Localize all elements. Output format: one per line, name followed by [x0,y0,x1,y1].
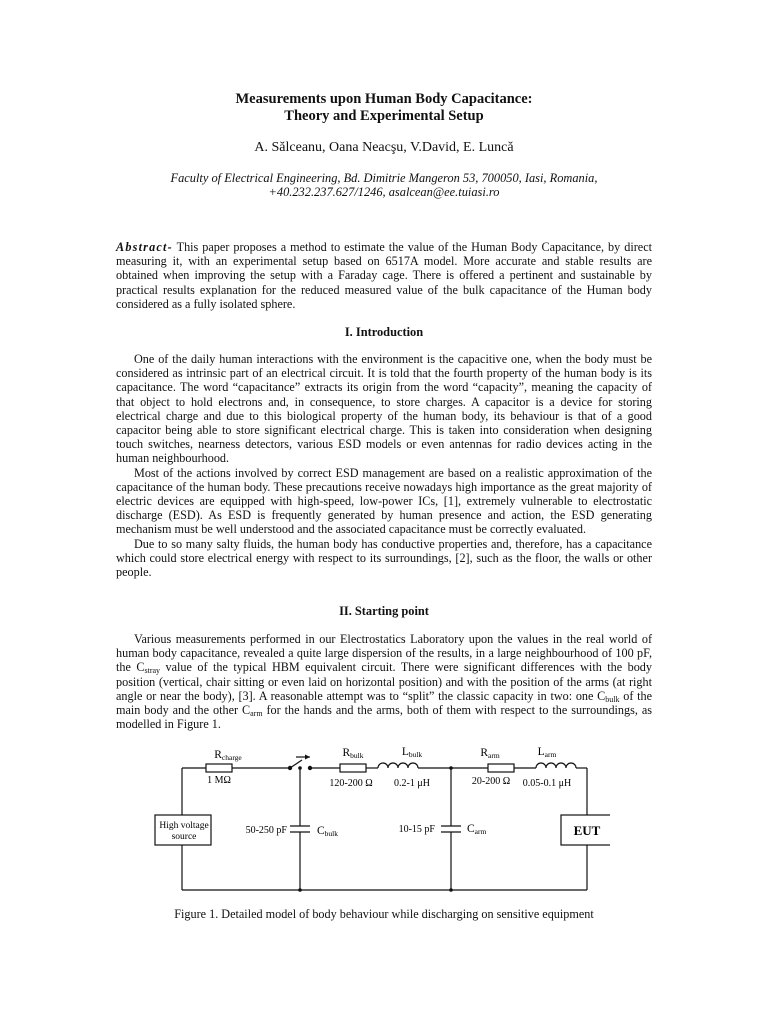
sp-sub-bulk: bulk [605,694,620,704]
abstract [116,240,652,311]
intro-paragraph-3: Due to so many salty fluids, the human body has conductive properties and, therefore, has a capacitance which could store electrical energy with respect to its surroundings, [2], such as the floor, the walls or other people. [116,536,652,580]
junction-carm-bottom [449,888,453,892]
value-l-arm: 0.05-0.1 μH [522,778,572,789]
section-heading-starting-point: II. Starting point [339,604,429,618]
figure-caption: Figure 1. Detailed model of body behaviour while discharging on sensitive equipment [174,907,594,921]
intro-paragraph-2: Most of the actions involved by correct ESD management are based on a realistic approximation of the capacitance of the human body. These precautions receive nowadays high importance as the great majority of electric devices are equipped with high-speed, low-power ICs, [1], extremely vulnerable to electrostatic discharge (ESD). As ESD is frequently generated by human presence and action, the ESD generating mechanism must be well understood and the associated capacitance must be correctly evaluated. [116,465,652,537]
title-line-1: Measurements upon Human Body Capacitance: [235,91,533,107]
label-r-bulk: Rbulk [342,747,364,760]
sp-text-c: of the main body and the other C [116,688,652,718]
resistor-r-charge [206,764,232,772]
abstract-label: Abstract- [116,240,173,254]
label-r-arm: Rarm [480,747,500,760]
value-c-bulk: 50-250 pF [245,825,287,836]
starting-point-paragraph [116,632,652,731]
label-l-bulk: Lbulk [401,746,423,759]
resistor-r-arm [488,764,514,772]
authors: A. Sălceanu, Oana Neacşu, V.David, E. Luncă [254,140,514,155]
switch-arrow-head [305,755,310,760]
label-c-bulk: Cbulk [317,825,339,838]
affiliation [0,171,768,199]
junction-cbulk-top [298,766,302,770]
circuit-diagram [150,740,610,900]
starting-point-body [116,632,652,731]
inductor-l-bulk [378,763,418,768]
switch-contact-left [288,766,292,770]
intro-paragraph-1: One of the daily human interactions with the environment is the capacitive one, when the body must be considered as intrinsic part of an electrical circuit. It is told that the fourth property of the human body is its capacitance. The word “capacitance” extracts its origin from the word “capacity”, meaning the capacity of that object to hold electrons and, in consequence, to store charges. A capacitor is a device for storing electrical charge and due to this biological property of the human body, its behaviour is that of a good capacitor being able to store significant electrical charge. This is taken into consideration when designing touch switches, nearness detectors, various ESD models or even antennas for radio devices acting in the human neighbourhood. [116,352,652,466]
section-heading-introduction: I. Introduction [344,325,424,339]
value-l-bulk: 0.2-1 μH [394,778,430,789]
value-r-arm: 20-200 Ω [471,776,511,787]
value-r-charge: 1 MΩ [207,775,231,786]
value-r-bulk: 120-200 Ω [329,778,373,789]
eut-label: EUT [573,823,601,838]
affiliation-line-1: Faculty of Electrical Engineering, Bd. Dimitrie Mangeron 53, 700050, Iasi, Romania, [170,171,598,185]
source-label-line-1: High voltage [159,821,209,831]
title-line-2: Theory and Experimental Setup [284,108,484,124]
sp-text-a: Various measurements performed in our Electrostatics Laboratory upon the values in the real world of human body capacitance, revealed a quite large dispersion of the results, in a large neighbourhood of 100 pF, the C [116,632,652,675]
inductor-l-arm [536,763,576,768]
sp-text-d: for the hands and the arms, both of them with respect to the surroundings, as modelled in Figure 1. [116,703,652,732]
value-c-arm: 10-15 pF [398,824,435,835]
junction-cbulk-bottom [298,888,302,892]
source-label-line-2: source [171,832,197,842]
label-c-arm: Carm [467,823,487,836]
resistor-r-bulk [340,764,366,772]
affiliation-line-2: +40.232.237.627/1246, asalcean@ee.tuiasi.ro [268,185,500,199]
paper-title [0,91,768,125]
introduction-body [116,352,652,579]
label-r-charge: Rcharge [214,749,242,762]
switch-contact-right [308,766,312,770]
junction-carm-top [449,766,453,770]
sp-sub-arm: arm [250,709,263,719]
abstract-text: This paper proposes a method to estimate the value of the Human Body Capacitance, by direct measuring it, with an experimental setup based on 6517A model. More accurate and stable results are obtained when improving the setup with a Faraday cage. There is offered a pertinent and sustainable by practical results explanation for the reduced measured value of the bulk capacitance of the Human body considered as a fully isolated sphere. [116,240,652,311]
sp-text-b: value of the typical HBM equivalent circuit. There were significant differences with the body position (vertical, chair sitting or even laid on horizontal position) and with the position of the arms (at right angle or near the body), [3]. A reasonable attempt was to “split” the classic capacity in two: one C [116,660,652,703]
sp-sub-stray: stray [144,666,161,676]
label-l-arm: Larm [537,746,557,759]
